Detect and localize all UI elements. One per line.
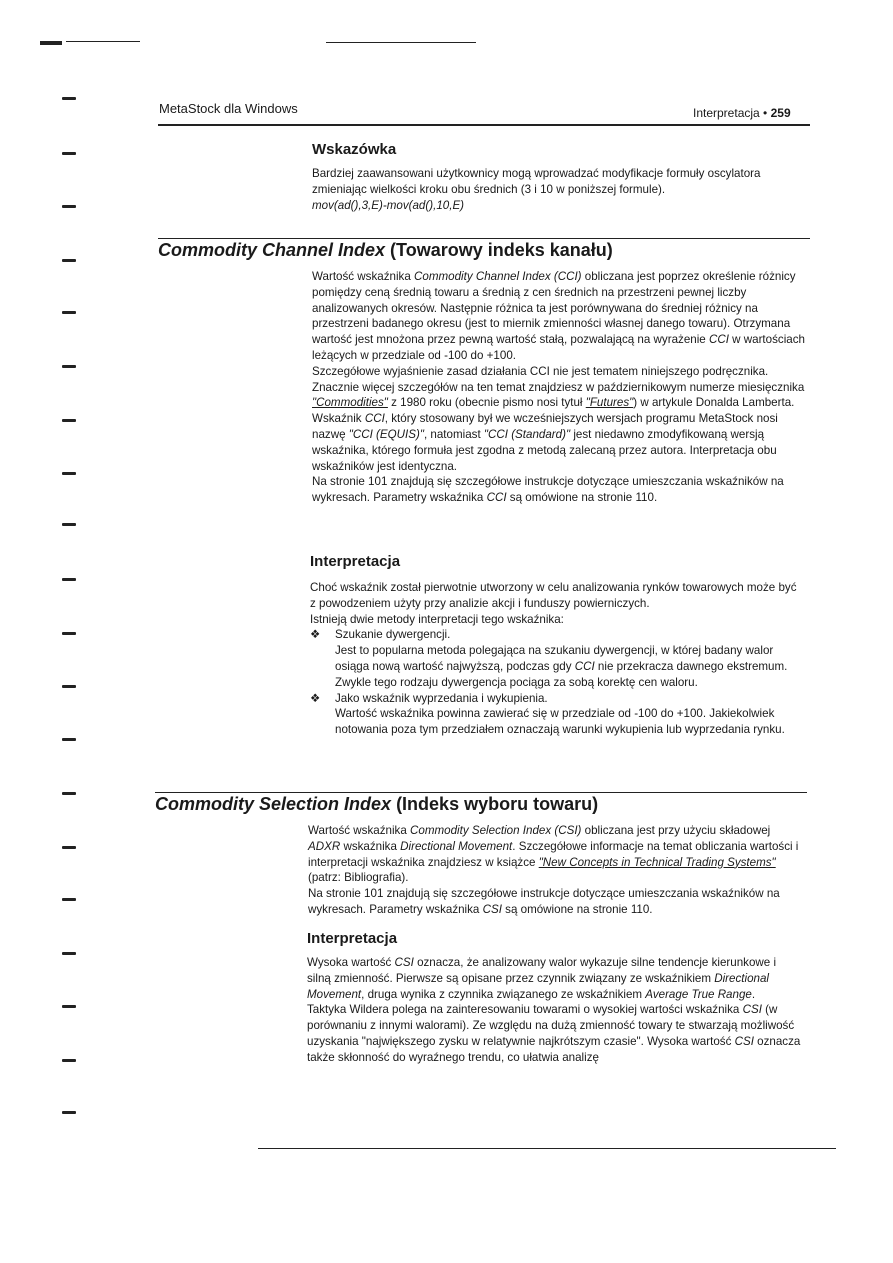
margin-tick: [62, 898, 76, 901]
csi-paragraph-1: Wartość wskaźnika Commodity Selection Index (CSI) obliczana jest przy użyciu składowej ADXR wskaźnika Directional Movement. Szczegółowe informacje na temat obliczania wartości i interpretacji wskaźnika znajdziesz w książce "New Concepts in Technical Trading Systems" (patrz: Bibliografia).: [308, 824, 799, 885]
margin-tick: [62, 419, 76, 422]
running-header-book-title: MetaStock dla Windows: [159, 101, 298, 116]
margin-tick: [62, 1059, 76, 1062]
csi-title-pl: (Indeks wyboru towaru): [396, 794, 599, 814]
cci-section-title: [158, 240, 613, 261]
csi-paragraph-2: Na stronie 101 znajdują się szczegółowe instrukcje dotyczące umieszczania wskaźników na wykresach. Parametry wskaźnika CSI są omówione na stronie 110.: [308, 887, 780, 916]
margin-tick: [62, 472, 76, 475]
cci-paragraph-2: Szczegółowe wyjaśnienie zasad działania CCI nie jest tematem niniejszego podręcznika. Znacznie więcej szczegółów na ten temat znajdziesz w październikowym numerze miesięcznika "Commodities" z 1980 roku (obecnie pismo nosi tytuł "Futures") w artykule Donalda Lamberta.: [312, 364, 805, 410]
header-section-title: Interpretacja: [693, 106, 760, 120]
csi-title-en: Commodity Selection Index: [155, 794, 392, 814]
cci-title-pl: (Towarowy indeks kanału): [390, 240, 613, 260]
tip-formula: mov(ad(),3,E)-mov(ad(),10,E): [312, 198, 465, 212]
tip-heading: Wskazówka: [312, 141, 397, 158]
margin-tick: [62, 792, 76, 795]
scan-line-top-left: [66, 41, 140, 42]
cci-paragraph-3: Wskaźnik CCI, który stosowany był we wcześniejszych wersjach programu MetaStock nosi nazwę "CCI (EQUIS)", natomiast "CCI (Standard)" jest niedawno zmodyfikowaną wersją wskaźnika, którego formuła jest zgodna z metodą zalecaną przez autora. Interpretacja obu wskaźników jest identyczna.: [312, 412, 778, 473]
section-rule-csi: [155, 792, 807, 793]
margin-tick: [62, 846, 76, 849]
margin-tick: [62, 1005, 76, 1008]
margin-tick: [62, 311, 76, 314]
margin-tick: [62, 97, 76, 100]
cci-interp-paragraph-1: Choć wskaźnik został pierwotnie utworzony w celu analizowania rynków towarowych może być z powodzeniem użyty przy analizie akcji i funduszy powierniczych.: [310, 581, 797, 610]
cci-interp-paragraph-2: Istnieją dwie metody interpretacji tego wskaźnika:: [310, 612, 564, 626]
margin-tick: [62, 632, 76, 635]
csi-body: [308, 823, 803, 918]
diamond-bullet-icon: ❖: [310, 691, 321, 705]
margin-tick: [62, 152, 76, 155]
cci-bullet-divergence: ❖ Szukanie dywergencji. Jest to popularna metoda polegająca na szukaniu dywergencji, w której badany walor osiąga nową wartość najwyższą, podczas gdy CCI nie przekracza dawnego ekstremum. Zwykle tego rodzaju dywergencja pociąga za sobą korektę cen waloru.: [310, 628, 788, 689]
cci-paragraph-1: Wartość wskaźnika Commodity Channel Index (CCI) obliczana jest poprzez określenie różnicy pomiędzy ceną średnią towaru a średnią z cen średnich na przestrzeni pewnej liczby analizowanych okresów. Następnie różnica ta jest porównywana do średniej różnicy na przestrzeni badanego okresu (jest to miernik zmienności własnej danego towaru). Otrzymana wartość jest mnożona przez pewną wartość stałą, pozwalającą na wyrażenie CCI w wartościach leżących w przedziale od -100 do +100.: [312, 270, 805, 362]
margin-tick: [62, 365, 76, 368]
page-number: 259: [770, 106, 791, 120]
margin-tick: [62, 205, 76, 208]
tip-text: Bardziej zaawansowani użytkownicy mogą wprowadzać modyfikacje formuły oscylatora zmieniając wielkości kroku obu średnich (3 i 10 w poniższej formule).: [312, 167, 761, 196]
header-bullet: •: [763, 106, 768, 120]
scan-line-top-center: [326, 42, 476, 43]
section-rule-cci: [158, 238, 810, 239]
margin-tick: [62, 952, 76, 955]
csi-interp-paragraph-1: Wysoka wartość CSI oznacza, że analizowany walor wykazuje silne tendencje kierunkowe i silną zmienność. Pierwsze są opisane przez czynnik związany ze wskaźnikiem Directional Movement, druga wynika z czynnika związanego ze wskaźnikiem Average True Range.: [307, 956, 777, 1001]
diamond-bullet-icon: ❖: [310, 628, 321, 642]
cci-bullet-overbought: ❖ Jako wskaźnik wyprzedania i wykupienia. Wartość wskaźnika powinna zawierać się w przedziale od -100 do +100. Jakiekolwiek notowania poza tym przedziałem oznaczają warunki wykupienia lub wyprzedania rynku.: [310, 691, 785, 737]
margin-tick: [62, 1111, 76, 1114]
header-rule: [158, 124, 810, 126]
cci-interpretation-body: [310, 580, 805, 738]
margin-tick: [62, 685, 76, 688]
csi-section-title: [155, 794, 598, 815]
footer-rule: [258, 1148, 836, 1149]
scan-mark-top-left: [40, 41, 62, 45]
csi-interpretation-body: [307, 955, 802, 1066]
margin-tick: [62, 578, 76, 581]
cci-interpretation-heading: Interpretacja: [310, 553, 401, 570]
running-header-section: [693, 106, 791, 120]
cci-paragraph-4: Na stronie 101 znajdują się szczegółowe instrukcje dotyczące umieszczania wskaźników na wykresach. Parametry wskaźnika CCI są omówione na stronie 110.: [312, 475, 784, 505]
csi-interp-paragraph-2: Taktyka Wildera polega na zainteresowaniu towarami o wysokiej wartości wskaźnika CSI (w porównaniu z innymi walorami). Ze względu na dużą zmienność towary te stwarzają możliwość uzyskania "największego zysku w relatywnie najkrótszym czasie". Wysoka wartość CSI oznacza także skłonność do wyraźnego trendu, co ułatwia analizę: [307, 1003, 801, 1064]
margin-tick: [62, 738, 76, 741]
margin-tick: [62, 259, 76, 262]
csi-interpretation-heading: Interpretacja: [307, 930, 398, 947]
tip-body: [312, 166, 802, 213]
cci-body: [312, 269, 807, 506]
margin-tick: [62, 523, 76, 526]
cci-title-en: Commodity Channel Index: [158, 240, 386, 260]
